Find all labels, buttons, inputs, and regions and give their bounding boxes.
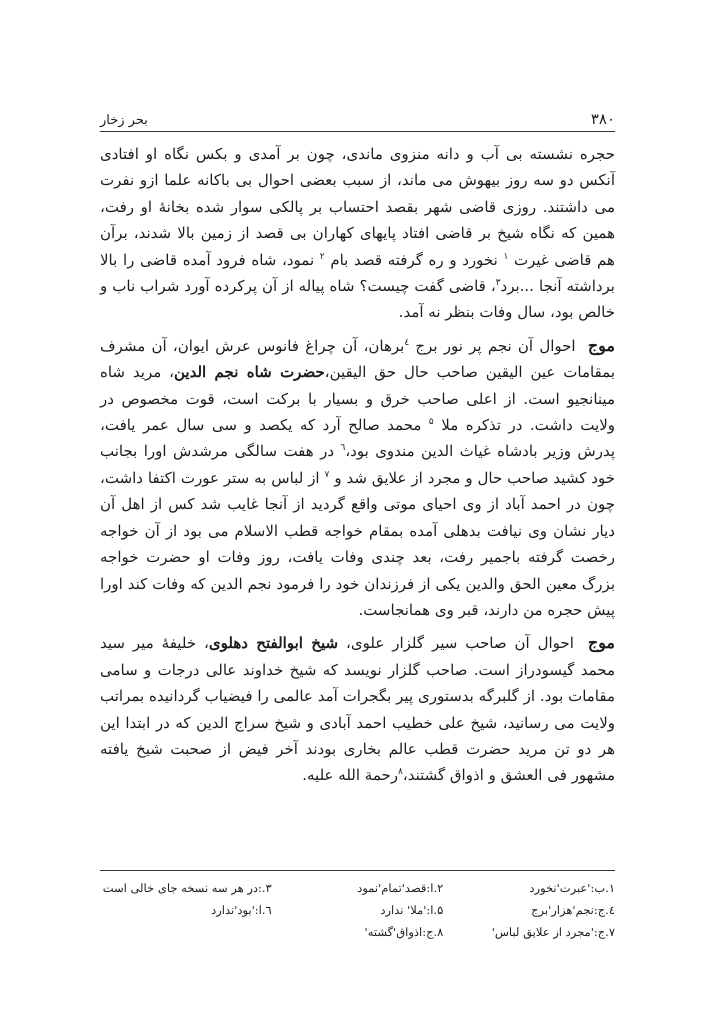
footnotes xyxy=(100,870,615,943)
footnote: ۱.ب:'عبرت'نخورد xyxy=(529,881,615,895)
text-line: آنکس دو سه روز بیهوش می ماند، از سبب بعضی احوال بی باکانه علما ازو نفرت xyxy=(100,171,615,190)
text-span: از لباس به ستر عورت اکتفا داشت، چون در احمد آباد از وی احیای موتی واقع گردید از آنجا غایب شد کس از اهل آن دیار نشان وی نیافت بدهلی آمده بمقام خواجه قطب الاسلام می بود از آن خواجه رخصت گرفته باجمیر رفت، بعد چندی وفات یافت، روز وفات او حضرت خواجه بزرگ معین الحق والدین یکی از فرزندان خود را فرمود نجم الدین که وفات کند اورا پیش حجره من دارند، قبر وی همانجاست. xyxy=(100,468,615,619)
running-title: بحر زخار xyxy=(100,113,148,128)
text-span: در هفت سالگی مرشدش اورا بجانب خود کشید صاحب حال و مجرد از علایق شد و xyxy=(100,442,615,487)
text-line: هم قاضی غیرت xyxy=(513,250,615,269)
footnote-marker: ۸ xyxy=(398,767,403,778)
text-line: حجره نشسته بی آب و دانه منزوی ماندی، چون بر آمدی و بکس نگاه او افتادی xyxy=(100,145,615,163)
footnote: ٤.ج:نجم'هزار'برج xyxy=(531,903,615,917)
footnote-marker: ۵ xyxy=(428,417,434,428)
text-span: محمد صالح آرد که یکصد و سی سال عمر یافت، پدرش وزیر بادشاه غیاث الدین مندوی بود، xyxy=(100,416,615,461)
text-span: ، قاضی گفت چیست؟ شاه پیاله از آن پرکرده آورد شراب ناب xyxy=(112,277,496,296)
entry-abul-fath xyxy=(100,630,615,788)
footnote: ۷.ج:'مجرد از علایق لباس' xyxy=(491,925,615,939)
footnote-marker: ٤ xyxy=(404,337,410,348)
text-span: نمود، شاه فرود آمده قاضی را بالا xyxy=(100,250,315,269)
footnote: ۸.ج:اذواق'گشته' xyxy=(364,925,444,939)
footnote: ۵.ا:'ملا' ندارد xyxy=(380,903,444,917)
footnote-row xyxy=(100,899,615,921)
footnote-row xyxy=(100,921,615,943)
text-span: نخورد و ره گرفته قصد بام xyxy=(330,250,498,269)
entry-keyword: موج xyxy=(587,633,615,653)
page-header xyxy=(100,106,615,132)
text-span: ، مرید شاه مینانجیو است. از اعلی صاحب خرق و بسیار با برکت است، قوت مخصوص در ولایت داشت. در تذکره ملا xyxy=(100,363,615,435)
footnote: ۲.ا:قصد'تمام'نمود xyxy=(357,881,444,895)
paragraph-continuation xyxy=(100,141,615,326)
footnote-marker: ۱ xyxy=(503,251,509,262)
text-span: احوال آن نجم پر نور برج xyxy=(415,336,576,355)
text-span: برداشته آنجا ...برد xyxy=(500,277,615,296)
page-number: ۳۸۰ xyxy=(590,110,615,128)
footnote-marker: ٦ xyxy=(340,443,346,454)
footnote-row xyxy=(100,877,615,899)
footnote-marker: ۲ xyxy=(319,251,325,262)
entry-keyword: موج xyxy=(587,335,615,355)
entry-najm-al-din xyxy=(100,333,615,623)
text-line: می داشتند. روزی قاضی شهر بقصد احتساب بر پالکی سوار شده بخانهٔ او رفت، xyxy=(100,197,615,216)
text-line: و خالص بود، سال وفات بنظر نه آمد. xyxy=(100,277,615,322)
footnote-marker: ۳ xyxy=(495,278,501,289)
text-span: احوال آن صاحب سیر گلزار علوی، xyxy=(346,634,574,653)
text-span: رحمة الله علیه. xyxy=(302,766,399,785)
footnote: ٦.ا:'بود'ندارد xyxy=(211,903,272,917)
main-text xyxy=(100,141,615,789)
footnote: ۳.:در هر سه نسخه جای خالی است xyxy=(102,881,272,895)
person-name: شیخ ابوالفتح دهلوی xyxy=(208,634,339,653)
text-span: برهان، آن چراغ فانوس عرش ایوان، آن مشرف بمقامات عین الیقین صاحب حال حق الیقین، xyxy=(100,336,615,382)
text-line: همین که نگاه شیخ بر قاضی افتاد پایهای کهاران بی قصد از زمین بالا شدند، برآن xyxy=(100,224,615,243)
person-name: حضرت شاه نجم الدین xyxy=(173,363,325,382)
footnote-marker: ۷ xyxy=(324,469,330,480)
text-span: ، خلیفهٔ میر سید محمد گیسودراز است. صاحب گلزار نویسد که شیخ خداوند عالی درجات و سامی مقامات بود. از گلبرگه بدستوری پیر بگجرات آمد عالمی را فیضیاب گردانیده بمراتب ولایت می رسانید، شیخ علی خطیب احمد آبادی و شیخ سراج الدین که در ابتدا این هر دو تن مرید حضرت قطب عالم بخاری بودند آخر فیض از صحبت شیخ یافته مشهور فی العشق و اذواق گشتند، xyxy=(100,634,615,785)
footnote xyxy=(100,921,272,943)
